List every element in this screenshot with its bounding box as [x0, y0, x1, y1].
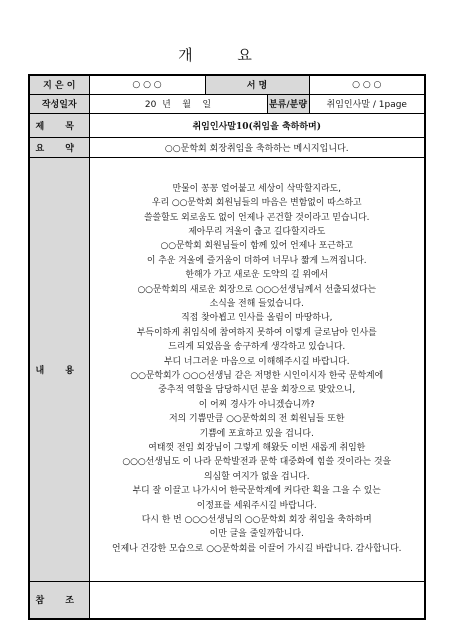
- subject-value: 취임인사말10(취임을 축하하며): [89, 113, 425, 137]
- reference-value: [89, 581, 425, 619]
- category-label: 분류/분량: [267, 94, 309, 113]
- content-line: 저의 기쁨만큼 ○○문학회의 전 회원님들 또한: [169, 414, 345, 425]
- content-line: 이 어찌 경사가 아니겠습니까?: [198, 399, 315, 410]
- content-line: 중추적 역할을 담당하시던 분을 회장으로 맞았으니,: [158, 385, 356, 396]
- summary-value: ○○문학회 회장취임을 축하하는 메시지입니다.: [89, 137, 425, 157]
- content-line: ○○○선생님도 이 나라 문학발전과 문학 대중화에 힘쓸 것이라는 것을: [122, 457, 392, 468]
- content-line: 다시 한 번 ○○○선생님의 ○○문학회 회장 취임을 축하하며: [141, 515, 372, 526]
- date-label: 작성일자: [29, 94, 89, 113]
- content-line: 직접 찾아뵙고 인사를 올림이 마땅하나,: [181, 313, 333, 324]
- content-line: 부디 잘 이끌고 나가시어 한국문학계에 커다란 획을 그을 수 있는: [132, 486, 381, 497]
- signature-value: ○ ○ ○: [309, 75, 425, 94]
- content-line: 만물이 꽁꽁 얼어붙고 세상이 삭막할지라도,: [172, 183, 341, 194]
- category-value: 취임인사말 / 1page: [309, 94, 425, 113]
- document-heading: 개 요: [178, 46, 272, 64]
- summary-form-table: [28, 74, 426, 620]
- content-line: 한해가 가고 새로운 도약의 길 위에서: [185, 270, 329, 281]
- content-line: 쓸쓸할도 외로움도 없이 언제나 곤건할 것이라고 믿습니다.: [143, 212, 370, 223]
- subject-label: 제 목: [29, 113, 89, 137]
- content-line: 의심할 여지가 없을 겁니다.: [203, 471, 310, 482]
- content-label: 내 용: [29, 157, 89, 581]
- content-line: 부디 너그러운 마음으로 이해해주시길 바랍니다.: [163, 356, 350, 367]
- content-line: 여태껏 전임 회장님이 그렇게 해왔듯 이번 새롭게 취임한: [148, 443, 366, 454]
- signature-label: 서 명: [205, 75, 309, 94]
- content-line: 드리게 되었음을 송구하게 생각하고 있습니다.: [168, 342, 346, 353]
- reference-label: 참 조: [29, 581, 89, 619]
- content-line: 제아무리 겨울이 춥고 길다할지라도: [188, 226, 326, 237]
- content-line: 언제나 건강한 모습으로 ○○문학회를 이끌어 가시길 바랍니다. 감사합니다.: [112, 543, 402, 554]
- content-line: 이만 글을 줄일까합니다.: [209, 529, 304, 540]
- content-line: 이정표를 세워주시길 바랍니다.: [196, 500, 317, 511]
- content-line: 이 추운 겨울에 즐거움이 더하여 너무나 짧게 느껴집니다.: [146, 255, 367, 266]
- content-line: ○○문학회가 ○○○선생님 같은 저명한 시인이시자 한국 문학계에: [130, 371, 384, 381]
- content-line: 부득이하게 취임식에 참여하지 못하여 이렇게 글로남아 인사를: [136, 327, 377, 338]
- content-line: ○○문학회 회원님들이 함께 있어 언제나 포근하고: [160, 241, 353, 252]
- content-line: ○○문학회의 새로운 회장으로 ○○○선생님께서 선출되셨다는: [137, 284, 377, 295]
- date-value: 20 년 월 일: [89, 94, 267, 113]
- content-body: [89, 157, 425, 581]
- content-line: 소식을 전해 들었습니다.: [209, 298, 304, 309]
- content-line: 우리 ○○문학회 회원님들의 마음은 변함없이 따스하고: [151, 198, 362, 209]
- summary-label: 요 약: [29, 137, 89, 157]
- author-label: 지 은 이: [29, 75, 89, 94]
- content-line: 기쁨에 포효하고 있을 겁니다.: [199, 428, 314, 439]
- author-value: ○ ○ ○: [89, 75, 205, 94]
